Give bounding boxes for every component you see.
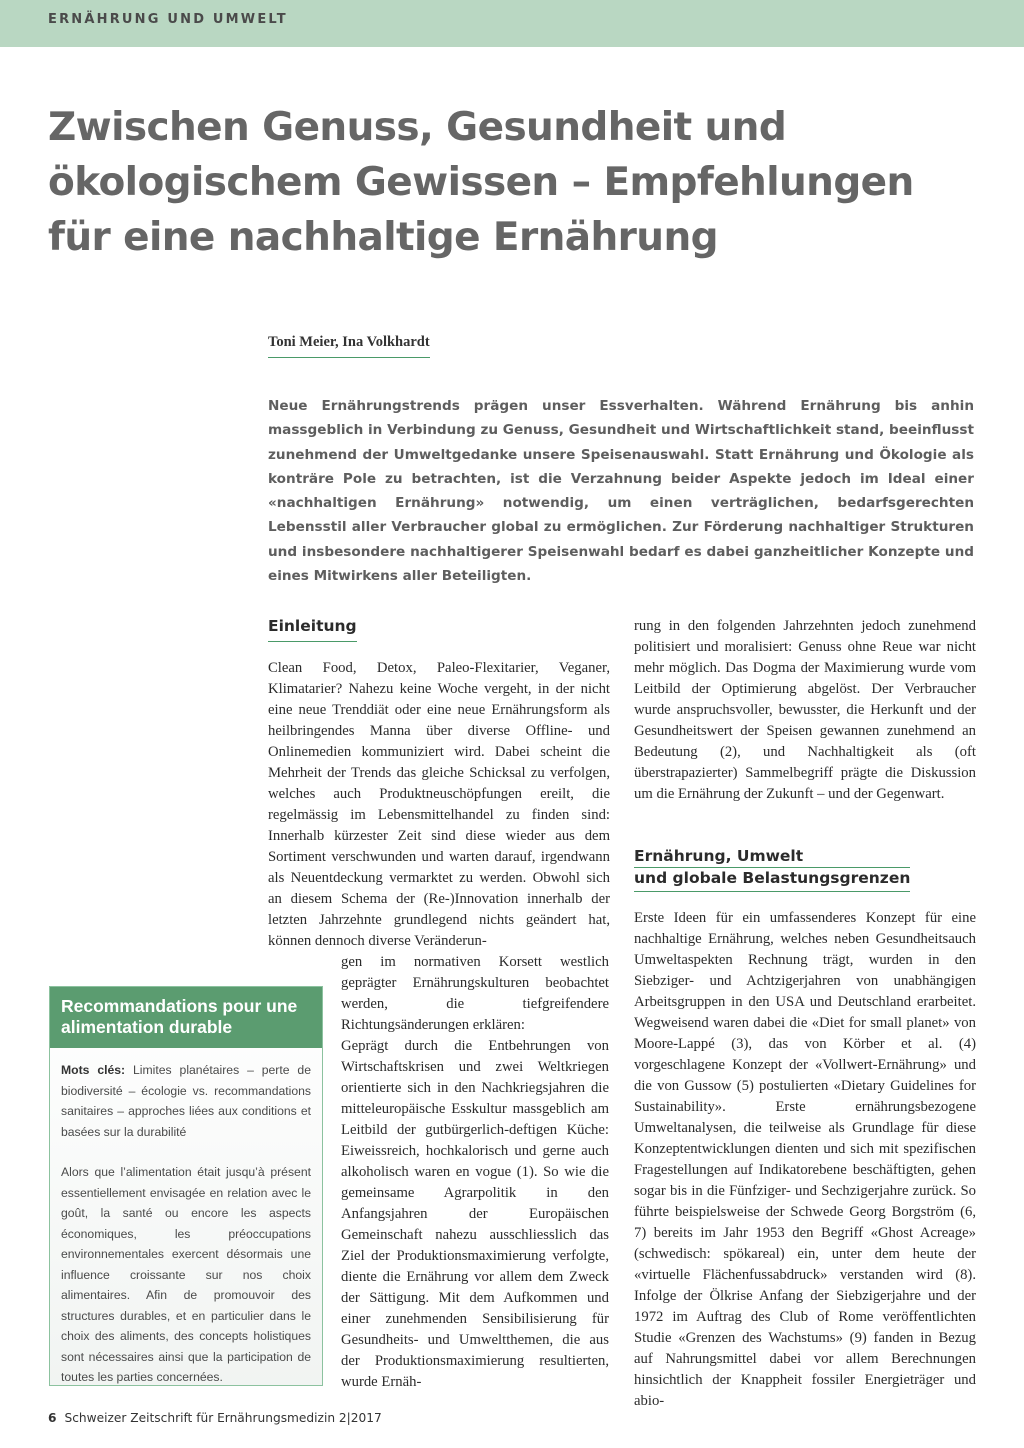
heading-ernaehrung-umwelt xyxy=(634,846,910,892)
keywords-text: Limites planétaires – perte de biodiversité – écologie vs. recommandations sanitaires – approches liées aux conditions et basées sur la durabilité xyxy=(61,1063,311,1139)
column-left-top xyxy=(268,658,610,952)
article-abstract: Neue Ernährungstrends prägen unser Essverhalten. Während Ernährung bis anhin massgeblich in Verbindung zu Genuss, Gesundheit und Wirtschaftlichkeit stand, beeinflusst zunehmend der Umweltgedanke unsere Speisenauswahl. Statt Ernährung und Ökologie als konträre Pole zu betrachten, ist die Verzahnung beider Aspekte jedoch im Ideal einer «nachhaltigen Ernährung» notwendig, um einen verträglichen, bedarfsgerechten Lebensstil aller Verbraucher global zu ermöglichen. Zur Förderung nachhaltiger Strukturen und insbesondere nachhaltigerer Speisenwahl bedarf es dabei ganzheitlicher Konzepte und eines Mitwirkens aller Beteiligten. xyxy=(268,398,974,585)
article-authors: Toni Meier, Ina Volkhardt xyxy=(268,334,430,358)
summary-box-body xyxy=(50,1048,322,1388)
journal-name: Schweizer Zeitschrift für Ernährungsmedizin 2|2017 xyxy=(64,1411,382,1425)
section-header-bar xyxy=(0,0,1024,47)
column-right xyxy=(634,616,976,805)
heading-line-1: Ernährung, Umwelt xyxy=(634,846,910,868)
summary-text: Alors que l’alimentation était jusqu’à présent essentiellement envisagée en relation avec le goût, la santé ou encore les aspects économiques, les préoccupations environnementales exercent désormais une influence croissante sur nos choix alimentaires. Afin de promouvoir des structures durables, et en particulier dans le choix des aliments, des concepts holistiques sont nécessaires ainsi que la participation de toutes les parties concernées. xyxy=(61,1165,311,1384)
keywords xyxy=(61,1060,311,1142)
section-label: ERNÄHRUNG UND UMWELT xyxy=(48,12,288,27)
heading-einleitung: Einleitung xyxy=(268,616,357,642)
page-number: 6 xyxy=(48,1411,57,1425)
summary-box-french xyxy=(49,986,323,1386)
page-footer xyxy=(48,1411,382,1425)
column-left-bottom xyxy=(341,952,609,1393)
paragraph-intro-1: Clean Food, Detox, Paleo-Flexitarier, Veganer, Klimatarier? Nahezu keine Woche vergeht, in der nicht eine neue Trenddiät oder eine neue Ernährungsform als heilbringendes Manna über diverse Offline- und Onlinemedien kommuniziert wird. Dabei scheint die Mehrheit der Trends das gleiche Schicksal zu verfolgen, welches auch Produktneuschöpfungen ereilt, die regelmässig im Lebensmittelhandel zu finden sind: Innerhalb kürzester Zeit sind diese wieder aus dem Sortiment verschwunden und warten darauf, irgendwann als Neuentdeckung vermarktet zu werden. Obwohl sich an diesem Schema der (Re-)Innovation innerhalb der letzten Jahrzehnte grundlegend nichts geändert hat, können dennoch diverse Veränderun- xyxy=(268,660,610,949)
paragraph-intro-1-continued: gen im normativen Korsett westlich geprägter Ernährungskulturen beobachtet werden, die tiefgreifendere Richtungsänderungen erklären: xyxy=(341,954,609,1033)
column-right-lower xyxy=(634,908,976,1412)
heading-line-2: und globale Belastungsgrenzen xyxy=(634,868,910,892)
paragraph-intro-2-continued: rung in den folgenden Jahrzehnten jedoch zunehmend politisiert und moralisiert: Genuss ohne Reue war nicht mehr möglich. Das Dogma der Maximierung wurde vom Leitbild der Optimierung abgelöst. Der Verbraucher wurde anspruchsvoller, bewusster, die Herkunft und der Gesundheitswert der Speisen gewannen zunehmend an Bedeutung (2), und Nachhaltigkeit als (oft überstrapazierter) Sammelbegriff prägte die Diskussion um die Ernährung der Zukunft – und der Gegenwart. xyxy=(634,618,976,802)
keywords-label: Mots clés: xyxy=(61,1063,126,1077)
summary-box-title: Recommandations pour une alimentation durable xyxy=(50,987,322,1048)
paragraph-intro-2: Geprägt durch die Entbehrungen von Wirtschaftskrisen und zwei Weltkriegen orientierte sich in den Nachkriegsjahren die mitteleuropäische Esskultur massgeblich am Leitbild der gutbürgerlich-deftigen Küche: Eiweissreich, hochkalorisch und gerne auch alkoholisch waren en vogue (1). So wie die gemeinsame Agrarpolitik in den Anfangsjahren der Europäischen Gemeinschaft nahezu ausschliesslich das Ziel der Produktionsmaximierung verfolgte, diente die Ernährung vor allem dem Zweck der Sättigung. Mit dem Aufkommen und einer zunehmenden Sensibilisierung für Gesundheits- und Umweltthemen, die aus der Produktionsmaximierung resultierten, wurde Ernäh- xyxy=(341,1038,609,1390)
article-title: Zwischen Genuss, Gesundheit und ökologischem Gewissen – Empfehlungen für eine nachhaltige Ernährung xyxy=(48,105,914,260)
paragraph-section-2: Erste Ideen für ein umfassenderes Konzept für eine nachhaltige Ernährung, welches neben Gesundheitsauch Umweltaspekten Rechnung trägt, wurden in den Siebziger- und Achtzigerjahren von unabhängigen Arbeitsgruppen in den USA und Deutschland erarbeitet. Wegweisend waren dabei die «Diet for small planet» von Moore-Lappé (3), das von Körber et al. (4) vorgeschlagene Konzept der «Vollwert-Ernährung» und die von Gussow (5) postulierten «Dietary Guidelines for Sustainability». Erste ernährungsbezogene Umweltanalysen, die teilweise als Grundlage für diese Konzeptentwicklungen dienten und sich mit spezifischen Fragestellungen auf Indikatorebene beschäftigten, gehen sogar bis in die Fünfziger- und Sechzigerjahre zurück. So führte beispielsweise der Schwede Georg Borgström (6, 7) bereits im Jahr 1953 den Begriff «Ghost Acreage» (schwedisch: spökareal) ein, unter dem heute der «virtuelle Flächenfussabdruck» verstanden wird (8). Infolge der Ölkrise Anfang der Siebzigerjahre und der 1972 im Auftrag des Club of Rome veröffentlichten Studie «Grenzen des Wachstums» (9) fanden in Bezug auf Nahrungsmittel dabei vor allem Berechnungen hinsichtlich der Knappheit fossiler Energieträger und abio- xyxy=(634,910,976,1409)
